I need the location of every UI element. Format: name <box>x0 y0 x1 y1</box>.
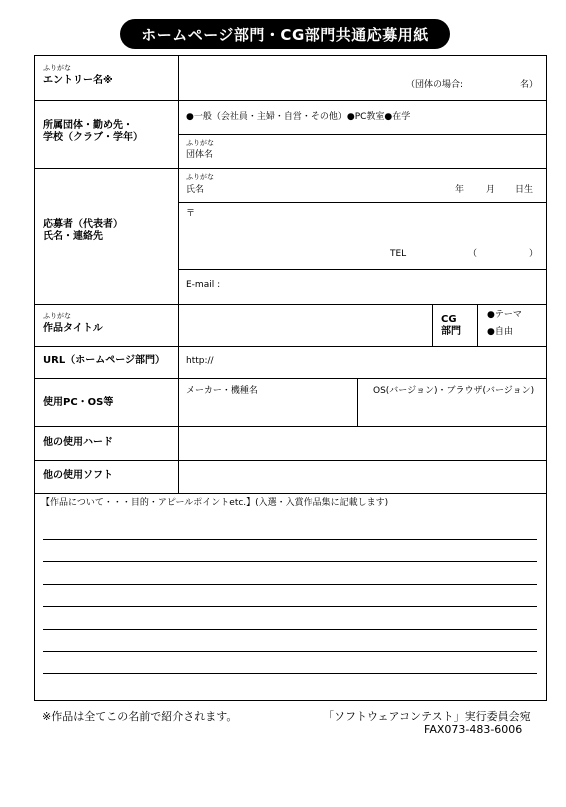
row-divider <box>35 100 546 101</box>
row-divider <box>35 378 546 379</box>
about-work-label: 【作品について・・・目的・アピールポイントetc.】(入選・入賞作品集に記載します) <box>41 498 389 508</box>
footer-fax: FAX073-483-6006 <box>424 723 523 736</box>
applicant-furigana: ふりがな <box>186 173 214 181</box>
work-title-label: 作品タイトル <box>43 323 103 334</box>
row-divider <box>178 202 546 203</box>
writing-line[interactable] <box>43 606 537 607</box>
footer-note: ※作品は全てこの名前で紹介されます。 <box>42 710 238 723</box>
os-browser-label: OS(バージョン)・ブラウザ(バージョン) <box>373 386 535 396</box>
birth-month-label: 月 <box>486 185 496 195</box>
maker-model-label: メーカー・機種名 <box>186 386 258 396</box>
entry-furigana: ふりがな <box>43 64 71 72</box>
email-label: E-mail : <box>186 280 221 290</box>
free-option[interactable]: ●自由 <box>487 327 513 337</box>
footer-committee: 「ソフトウェアコンテスト」実行委員会宛 <box>323 710 531 723</box>
applicant-label-line1: 応募者（代表者） <box>43 219 123 230</box>
label-column-divider <box>178 56 179 493</box>
affiliation-label-line2: 学校（クラブ・学年） <box>43 132 143 143</box>
row-divider <box>178 134 546 135</box>
affiliation-label-line1: 所属団体・勤め先・ <box>43 120 133 131</box>
group-count-note: （団体の場合: <box>406 80 464 90</box>
writing-line[interactable] <box>43 651 537 652</box>
application-form <box>34 55 547 701</box>
cg-label-line2: 部門 <box>441 326 461 337</box>
tel-paren-close: ） <box>529 249 539 259</box>
software-label: 他の使用ソフト <box>43 470 113 481</box>
cg-cell-divider <box>432 304 433 346</box>
tel-label: TEL <box>390 249 407 259</box>
group-name-label: 団体名 <box>186 150 214 160</box>
form-title: ホームページ部門・CG部門共通応募用紙 <box>120 19 450 49</box>
tel-paren-open: （ <box>468 249 478 259</box>
applicant-label-line2: 氏名・連絡先 <box>43 231 103 242</box>
writing-line[interactable] <box>43 539 537 540</box>
writing-line[interactable] <box>43 673 537 674</box>
hardware-label: 他の使用ハード <box>43 437 113 448</box>
birth-year-label: 年 <box>455 185 465 195</box>
writing-line[interactable] <box>43 561 537 562</box>
row-divider <box>35 346 546 347</box>
cg-cell-divider <box>477 304 478 346</box>
row-divider <box>35 460 546 461</box>
theme-option[interactable]: ●テーマ <box>487 310 522 320</box>
writing-line[interactable] <box>43 629 537 630</box>
os-cell-divider <box>357 378 358 426</box>
group-count-unit: 名） <box>520 80 539 90</box>
entry-name-label: エントリー名※ <box>43 75 113 86</box>
row-divider <box>35 304 546 305</box>
affiliation-options[interactable]: ●一般（会社員・主婦・自営・その他）●PC教室●在学 <box>186 112 411 122</box>
pc-os-label: 使用PC・OS等 <box>43 397 114 408</box>
url-value[interactable]: http:// <box>186 356 214 366</box>
cg-label-line1: CG <box>441 314 457 325</box>
entry-name-field[interactable] <box>180 57 544 99</box>
postal-mark: 〒 <box>186 209 196 219</box>
row-divider <box>35 168 546 169</box>
title-furigana: ふりがな <box>43 312 71 320</box>
row-divider <box>178 269 546 270</box>
row-divider <box>35 493 546 494</box>
applicant-name-label: 氏名 <box>186 185 205 195</box>
row-divider <box>35 426 546 427</box>
birth-day-label: 日生 <box>515 185 534 195</box>
url-label: URL（ホームページ部門） <box>43 355 165 366</box>
group-furigana: ふりがな <box>186 139 214 147</box>
writing-line[interactable] <box>43 584 537 585</box>
